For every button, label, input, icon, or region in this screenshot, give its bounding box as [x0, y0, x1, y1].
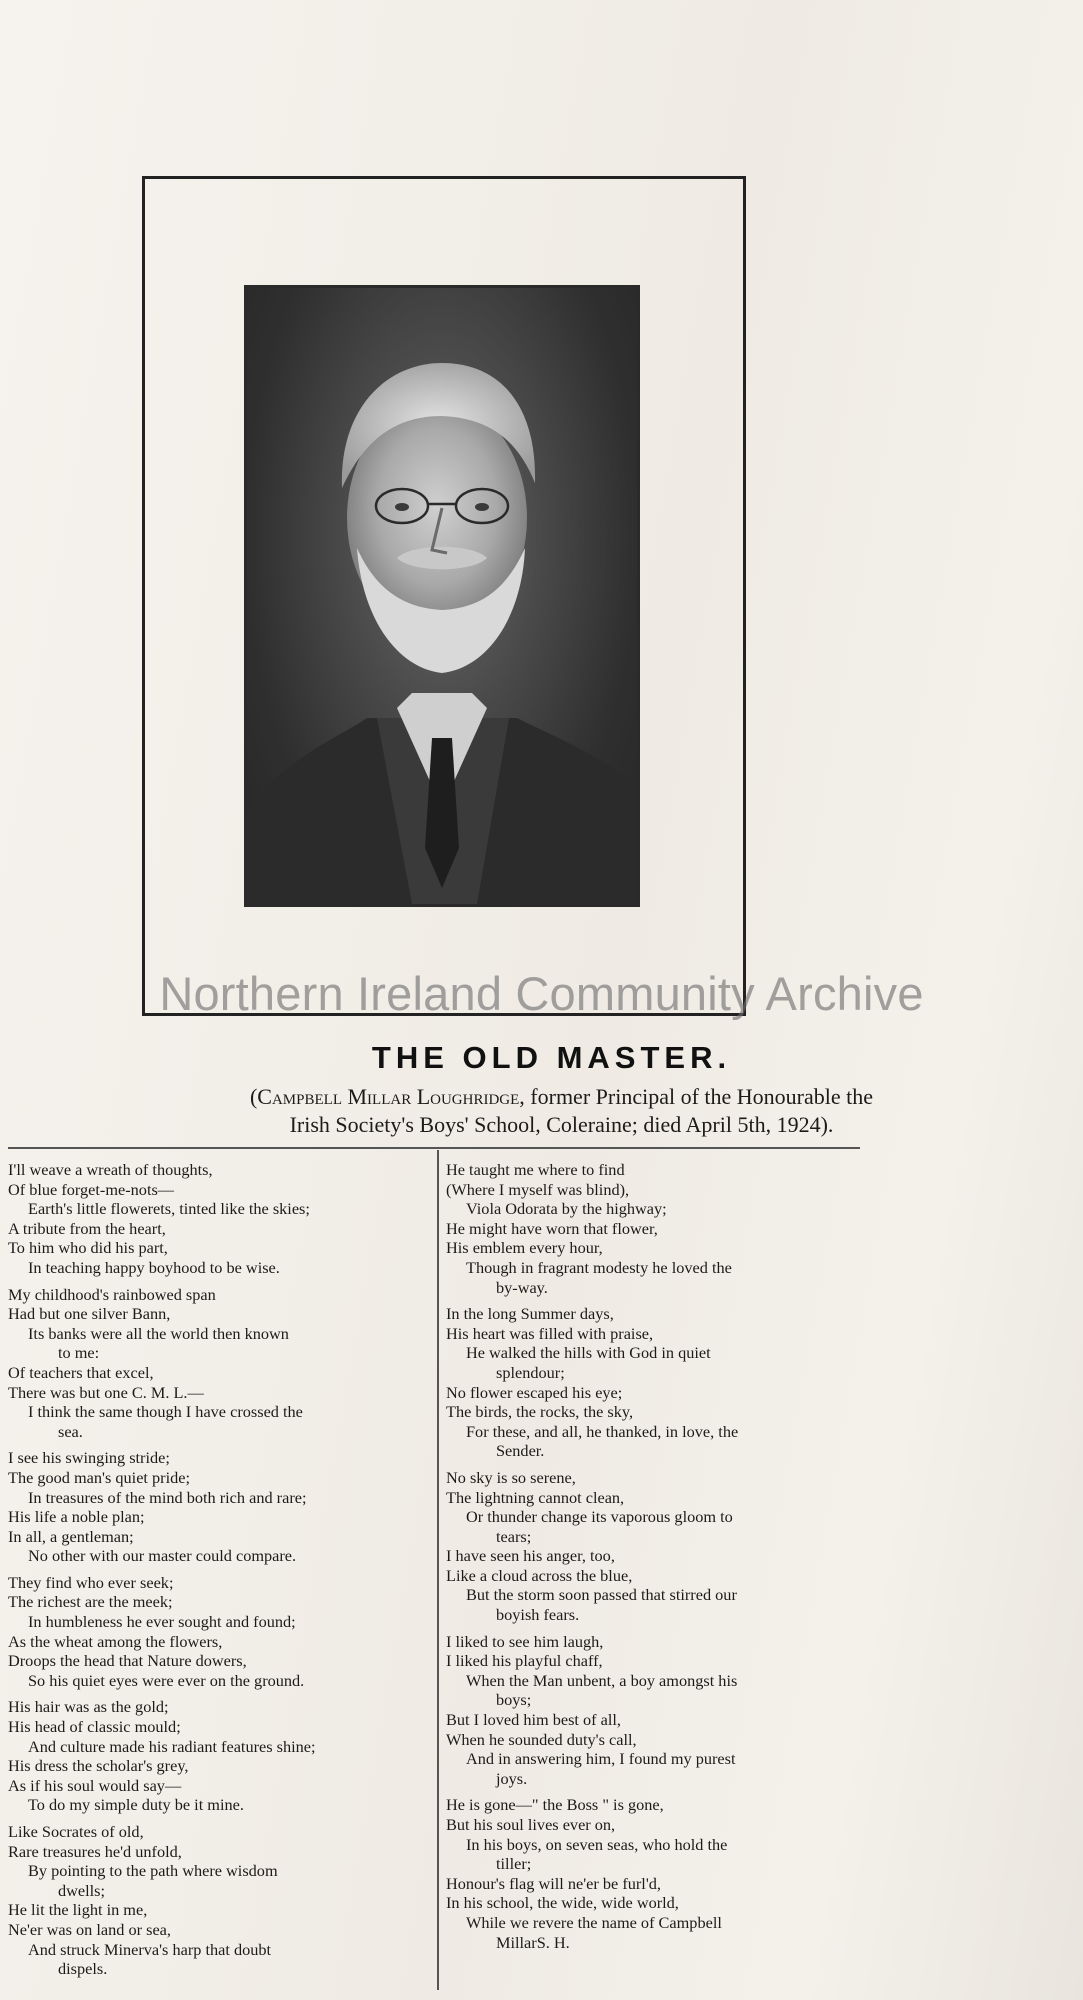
poem-line: The good man's quiet pride;: [8, 1467, 190, 1487]
poem-line: While we revere the name of Campbell MillarS. H.: [466, 1912, 722, 1952]
poem-line: When he sounded duty's call,: [446, 1729, 637, 1749]
poem-line: His heart was filled with praise,: [446, 1323, 654, 1343]
poem-line: I'll weave a wreath of thoughts,: [8, 1160, 213, 1179]
poem-line: His head of classic mould;: [8, 1717, 181, 1737]
poem-line: Its banks were all the world then known to me:: [28, 1323, 289, 1363]
poem-line: The richest are the meek;: [8, 1592, 173, 1612]
poem-line: Or thunder change its vaporous gloom to tears;: [466, 1507, 733, 1546]
poem-line: His emblem every hour,: [446, 1238, 603, 1258]
poem-line: To him who did his part,: [8, 1238, 168, 1258]
poem-line: I liked his playful chaff,: [446, 1651, 603, 1671]
poem-line: But I loved him best of all,: [446, 1710, 621, 1730]
poem-stanza: [8, 1573, 426, 1691]
poem-stanza: [8, 1697, 426, 1815]
subtitle-line: (Campbell Millar Loughridge, former Principal of the Honourable the: [249, 1084, 874, 1109]
poem-line: In the long Summer days,: [446, 1304, 614, 1324]
poem-title: THE OLD MASTER.: [371, 1040, 732, 1075]
poem-line: The lightning cannot clean,: [446, 1487, 625, 1507]
poem-line: They find who ever seek;: [8, 1572, 174, 1592]
poem-stanza: [8, 1822, 426, 1979]
poem-line: And struck Minerva's harp that doubt dispels.: [28, 1939, 272, 1979]
poem-line: Though in fragrant modesty he loved the by-way.: [466, 1257, 732, 1297]
poem-line: In treasures of the mind both rich and rare;: [28, 1487, 307, 1507]
poem-line: He lit the light in me,: [8, 1900, 148, 1920]
portrait-photo: [244, 285, 640, 907]
poem-line: I think the same though I have crossed the sea.: [28, 1402, 303, 1441]
poem-line: My childhood's rainbowed span: [8, 1284, 216, 1304]
poem-line: As the wheat among the flowers,: [8, 1631, 223, 1651]
poem-line: Viola Odorata by the highway;: [466, 1199, 667, 1219]
poem-line: He taught me where to find: [446, 1160, 625, 1179]
poem-line: His life a noble plan;: [8, 1507, 145, 1527]
poem-line: Of teachers that excel,: [8, 1362, 154, 1382]
poem-left-column: [8, 1160, 426, 1986]
poem-line: I have seen his anger, too,: [446, 1546, 615, 1566]
poem-right-column: [446, 1160, 866, 1959]
poem-line: I liked to see him laugh,: [446, 1631, 604, 1651]
poem-stanza: [8, 1285, 426, 1442]
poem-line: Had but one silver Bann,: [8, 1304, 171, 1324]
divider-rule: [8, 1147, 860, 1149]
poem-stanza: [446, 1795, 866, 1952]
poem-line: His dress the scholar's grey,: [8, 1756, 189, 1776]
poem-line: He is gone—" the Boss " is gone,: [446, 1795, 664, 1815]
poem-line: In his boys, on seven seas, who hold the tiller;: [466, 1834, 728, 1874]
poem-line: He might have worn that flower,: [446, 1218, 658, 1238]
poem-line: To do my simple duty be it mine.: [28, 1795, 244, 1815]
poem-line: Ne'er was on land or sea,: [8, 1919, 171, 1939]
poem-line: No flower escaped his eye;: [446, 1382, 623, 1402]
poem-line: By pointing to the path where wisdom dwells;: [28, 1861, 278, 1900]
poem-line: His hair was as the gold;: [8, 1697, 169, 1717]
portrait-figure: [247, 288, 637, 904]
poem-line: A tribute from the heart,: [8, 1218, 166, 1238]
poem-line: In teaching happy boyhood to be wise.: [28, 1257, 280, 1277]
subtitle-line: Irish Society's Boys' School, Coleraine; died April 5th, 1924).: [289, 1112, 834, 1137]
poem-stanza: [446, 1304, 866, 1461]
poem-line: Of blue forget-me-nots—: [8, 1179, 175, 1199]
poem-line: In all, a gentleman;: [8, 1526, 134, 1546]
poem-line: But his soul lives ever on,: [446, 1815, 616, 1834]
poem-line: Honour's flag will ne'er be furl'd,: [446, 1873, 661, 1893]
poem-line: For these, and all, he thanked, in love, the Sender.: [466, 1421, 739, 1461]
poem-line: No other with our master could compare.: [28, 1546, 297, 1566]
poem-line: In humbleness he ever sought and found;: [28, 1612, 296, 1632]
poem-stanza: [8, 1160, 426, 1278]
poem-line: So his quiet eyes were ever on the ground.: [28, 1670, 305, 1690]
poem-line: Earth's little flowerets, tinted like the skies;: [28, 1199, 310, 1219]
poem-line: I see his swinging stride;: [8, 1448, 170, 1468]
poem-stanza: [446, 1160, 866, 1297]
poem-line: (Where I myself was blind),: [446, 1179, 630, 1199]
poem-line: As if his soul would say—: [8, 1775, 182, 1795]
poem-subtitle: [0, 1083, 1083, 1139]
poem-line: Like a cloud across the blue,: [446, 1565, 633, 1585]
poem-stanza: [8, 1448, 426, 1566]
poem-line: No sky is so serene,: [446, 1467, 576, 1487]
poem-line: He walked the hills with God in quiet splendour;: [466, 1343, 711, 1382]
poem-line: The birds, the rocks, the sky,: [446, 1402, 634, 1422]
poem-line: Rare treasures he'd unfold,: [8, 1841, 182, 1861]
poem-line: But the storm soon passed that stirred our boyish fears.: [466, 1585, 737, 1625]
poem-line: Like Socrates of old,: [8, 1822, 144, 1841]
poem-stanza: [446, 1632, 866, 1789]
archive-watermark: Northern Ireland Community Archive: [159, 967, 924, 1020]
poem-line: There was but one C. M. L.—: [8, 1382, 204, 1402]
poem-stanza: [446, 1468, 866, 1625]
poem-line: And in answering him, I found my purest joys.: [466, 1749, 736, 1788]
poem-line: When the Man unbent, a boy amongst his boys;: [466, 1670, 738, 1710]
poem-line: Droops the head that Nature dowers,: [8, 1651, 247, 1671]
column-divider: [437, 1150, 439, 1990]
poem-line: And culture made his radiant features shine;: [28, 1736, 316, 1756]
author-signature: S. H.: [536, 1932, 570, 1952]
poem-line: In his school, the wide, wide world,: [446, 1893, 679, 1913]
